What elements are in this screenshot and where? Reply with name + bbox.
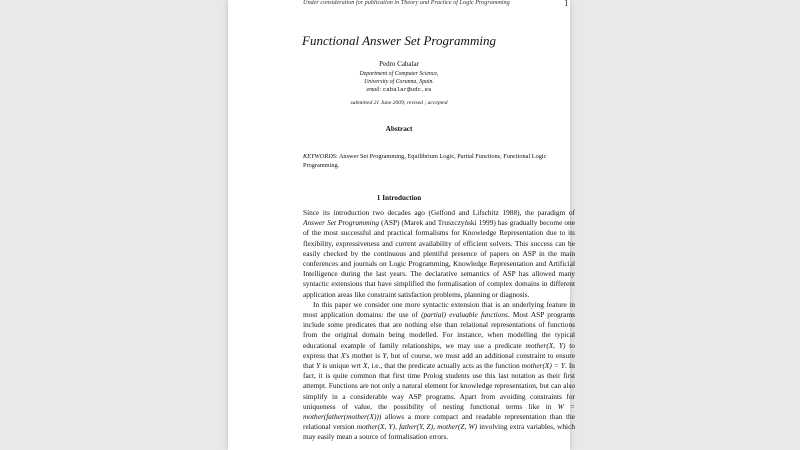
affiliation-email [228, 86, 570, 94]
paper-page [228, 0, 576, 450]
keywords-label: KEYWORDS [303, 153, 336, 160]
affiliation-department: Department of Computer Science, [359, 71, 439, 77]
keywords-text: : Answer Set Programming, Equilibrium Logic, Partial Functions, Functional Logic Programming. [303, 153, 547, 169]
running-head: Under consideration for publication in Theory and Practice of Logic Programming [303, 0, 510, 6]
affiliation [228, 70, 570, 94]
affiliation-university: University of Corunna, Spain. [364, 79, 434, 85]
paragraph-2: In this paper we consider one more syntactic extension that is an underlying feature in most application domains: the use of (partial) evaluable functions. Most ASP programs include some predicates that are nothing else than relational representations of functions from the original domain being modelled. For instance, when modelling the typical educational example of family relationships, we may use a predicate mother(X, Y) to express that X's mother is Y, but of course, we must add an additional constraint to ensure that Y is unique wrt X, i.e., that the predicate actually acts as the function mother(X) = Y. In fact, it is quite common that first time Prolog students use this last notation as their first attempt. Functions are not only a natural element for knowledge representation, but can also simplify in a considerable way ASP programs. Apart from avoiding constraints for uniqueness of value, the possibility of nesting functional terms like in W = mother(father(mother(X))) allows a more compact and readable representation than the relational version mother(X, Y), father(Y, Z), mother(Z, W) involving extra variables, which may easily mean a source of formalisation errors. [303, 299, 576, 442]
email-label: email: [366, 87, 382, 93]
abstract-heading: Abstract [385, 125, 413, 133]
author-name: Pedro Cabalar [379, 60, 419, 68]
submission-dates: submitted 21 June 2009; revised ; accepted [350, 100, 448, 106]
email-address: cabalar@udc.es [382, 86, 432, 93]
page-number: 1 [564, 0, 569, 8]
keywords [303, 152, 571, 170]
section-heading-introduction: 1 Introduction [376, 194, 422, 202]
paragraph-1: Since its introduction two decades ago (Gelfond and Lifschitz 1988), the paradigm of Answer Set Programming (ASP) (Marek and Truszczyński 1999) has gradually become one of the most successful and practical formalisms for Knowledge Representation due to its flexibility, expressiveness and current availability of efficient solvers. This success can be easily checked by the continuous and plentiful presence of papers on ASP in the main conferences and journals on Logic Programming, Knowledge Representation and Artificial Intelligence during the last years. The declarative semantics of ASP has allowed many syntactic extensions that have simplified the formalisation of complex domains in different application areas like constraint satisfaction problems, planning or diagnosis. [303, 208, 575, 299]
paper-title: Functional Answer Set Programming [302, 33, 496, 48]
introduction-body [303, 208, 575, 443]
